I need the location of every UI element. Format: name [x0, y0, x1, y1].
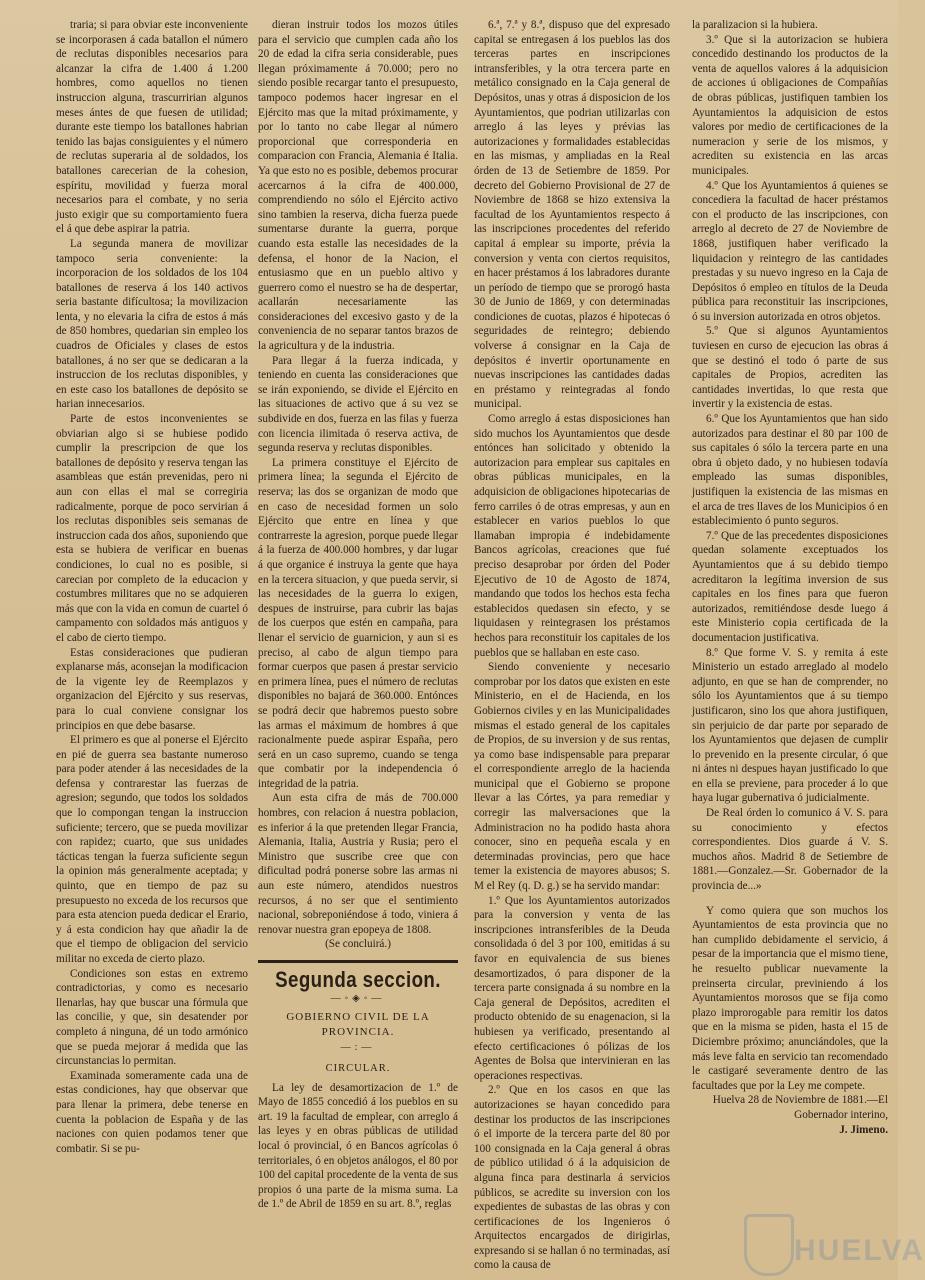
column-2 [258, 18, 458, 1238]
paragraph: Para llegar á la fuerza indicada, y teniendo en cuenta las consideraciones que se irán exponiendo, se divide el Ejército en las situaciones de activo que á su vez se subdivide en dos, fuerza en las filas y fuerza con licencia ilimitada ó reserva activa, de segunda reserva y reclutas disponibles. [258, 354, 458, 455]
to-be-continued-note: (Se concluirá.) [325, 938, 391, 951]
paragraph: 5.º Que si algunos Ayuntamientos tuviesen en curso de ejecucion las obras á que se destinó el todo ó parte de sus capitales de Propios, acrediten las cantidades invertidas, lo que resta que invertir y la existencia de estas. [692, 325, 888, 411]
paragraph: 7.º Que de las precedentes disposiciones quedan solamente exceptuados los Ayuntamientos que á su debido tiempo acreditaron la legítima inversion de sus capitales en los fines para que fueron autorizados, remitiéndose desde luego á este Ministerio copia certificada de la documentacion justificativa. [692, 529, 888, 644]
paragraph: 8.º Que forme V. S. y remita á este Ministerio un estado arreglado al modelo adjunto, en que se han de comprender, no sólo los Ayuntamientos que á su tiempo justificaron, sino los que ahora justifiquen, sin perjuicio de dar parte por separado de los Ayuntamientos que dejasen de cumplir lo prevenido en la presente circular, ó que ni ántes ni despues hayan justificado lo que en ella se previene, para proceder á lo que haya lugar gubernativa ó judicialmente. [692, 646, 888, 805]
paragraph: La primera constituye el Ejército de primera línea; la segunda el Ejército de reserva; las dos se organizan de modo que en caso de necesidad formen un solo Ejército que entre en línea y que contrarreste la agresion, porque puede llegar á la fuerza de 400.000 hombres, y dar lugar á que organice é instruya la gente que haya en la tercera situacion, y que pueda servir, si las necesidades de la guerra lo exigen, despues de instruirse, para cubrir las bajas de los cuerpos que estén en campaña, para llenar el servicio de guarnicion, y aun si es preciso, al cabo de algun tiempo para formar cuerpos que pasen á prestar servicio en primera línea, pues el número de reclutas disponibles no bajará de 360.000. Entónces se podrá decir que habremos puesto sobre las armas el máximum de hombres á que racionalmente puede aspirar España, pero será en un caso supremo, cuando se tenga que combatir por la independencia ó integridad de la patria. [258, 456, 458, 790]
paragraph: Estas consideraciones que pudieran explanarse más, aconsejan la modificacion de la vigente ley de Reemplazos y organizacion del Ejército y sus reservas, para lo cual conviene consignar los principios en que debe basarse. [56, 646, 248, 732]
watermark-shield-icon [744, 1214, 794, 1276]
paragraph: la paralizacion si la hubiera. [692, 19, 818, 31]
paragraph: 6.ª, 7.ª y 8.ª, dispuso que del expresado capital se entregasen á los pueblos las dos terceras partes en inscripciones intransferibles, y la otra tercera parte en metálico consignado en la Caja general de Depósitos, unas y otras á disposicion de los Ayuntamientos, que podrian utilizarlas con arreglo á las leyes y prévias las autorizaciones y formalidades establecidas en las mismas, y ampliadas en la Real órden de 13 de Setiembre de 1859. Por decreto del Gobierno Provisional de 27 de Noviembre de 1868 se hizo extensiva la facultad de los Ayuntamientos respecto á las inscripciones procedentes del referido capital á emplear su importe, prévia la conversion y venta con ciertos requisitos, en hacer préstamos á los labradores durante un período de tiempo que se prorogó hasta 30 de Junio de 1869, y con determinadas condiciones de cuotas, plazos é hipotecas ó seguridades de reintegro; debiendo volverse á consignar en la Caja de depósitos é invertir oportunamente en nuevas inscripciones las cantidades dadas en préstamo y reintegradas al fondo municipal. [474, 19, 670, 411]
column-1 [56, 18, 248, 1258]
paragraph: La segunda manera de movilizar tampoco seria conveniente: la incorporacion de los soldados de los 104 batallones de reserva á los 140 activos seria bastante difícultosa; la movilizacion lenta, y no elevaria la cifra de estos á más de 850 hombres, quedarian sin empleo los cuadros de Oficiales y clases de estos batallones, á no ser que se dedicaran a la instruccion de los reclutas disponibles, y en este caso los batallones de depósito se harian innecesarios. [56, 237, 248, 411]
paragraph: Y como quiera que son muchos los Ayuntamientos de esta provincia que no han cumplido debidamente el servicio, á pesar de la importancia que el mismo tiene, he resuelto publicar nuevamente la preinserta circular, previniendo á los Ayuntamientos morosos que se fija como plazo improrogable para remitir los datos que en la misma se piden, hasta el 15 de Diciembre próximo; anunciándoles, que la más leve falta en servicio tan recomendado le castigaré severamente dentro de las facultades que por la Ley me compete. [692, 904, 888, 1092]
paragraph: 4.º Que los Ayuntamientos á quienes se concediera la facultad de hacer préstamos con el producto de las inscripciones, con arreglo al decreto de 27 de Noviembre de 1868, justifiquen haber verificado la liquidacion y reintegro de las cantidades prestadas y su nuevo ingreso en la Caja de Depósitos ó empleo en títulos de la Deuda pública para reconstituir las inscripciones, ó su inversion autorizada en otros objetos. [692, 179, 888, 323]
section-divider [258, 960, 458, 963]
watermark-text: HUELVA [794, 1234, 925, 1267]
column-4 [692, 18, 888, 1238]
paragraph: El primero es que al ponerse el Ejército en pié de guerra sea bastante numeroso para poder atender á las necesidades de la defensa y contrarestar las fuerzas de agresion; segundo, que todos los soldados que lo compongan tengan la instruccion suficiente; tercero, que se pueda movilizar con rapidez; cuarto, que sus unidades tácticas tengan la fuerza suficiente segun la opinion más generalmente aceptada; y quinto, que en tiempo de paz su presupuesto no exceda de los recursos que para esta atencion pueda dedicar el Erario, y á esta condicion hay que añadir la de que el tiempo de obligacion del servicio militar no exceda de cierto plazo. [56, 734, 248, 965]
paragraph: 6.º Que los Ayuntamientos que han sido autorizados para destinar el 80 par 100 de sus capitales ó sólo la tercera parte en una obra ú objeto dado, y no hubiesen todavía empleado las sumas disponibles, justifiquen la existencia de las mismas en el arca de tres llaves de los Municipios ó en establecimiento ó punto seguros. [692, 413, 888, 528]
paragraph: Como arreglo á estas disposiciones han sido muchos los Ayuntamientos que desde entónces han solicitado y obtenido la autorizacion para emplear sus capitales en obras públicas municipales, en la adquisicion de obligaciones hipotecarias de ferro carriles ó de otras empresas, y aun en establecer en varios pueblos lo que llamaban impropia é indebidamente Bancos agrícolas, creaciones que fué preciso desaprobar por órden del Poder Ejecutivo de 10 de Agosto de 1874, mandando que todos los hechos esta fecha establecidos quedasen sin efecto, y se liquidasen y reintegrasen los préstamos hechos para reconstituir los capitales de los pueblos que se hallaban en este caso. [474, 413, 670, 659]
subtitle-divider: —:— [340, 1042, 376, 1054]
paragraph: traria; si para obviar este inconveniente se incorporasen á cada batallon el número de reclutas disponibles necesarios para alcanzar la cifra de 1.400 á 1.200 hombres, como aquellos no tienen instruccion alguna, trascurririan algunos meses ántes de que fuesen de utilidad; durante este tiempo los batallones habrian tenido las bajas consiguientes y el número de reclutas superaria al de soldados, los batallones carecerian de la cohesion, espíritu, movilidad y fuerza moral necesarios para el combate, y no seria justo exigir que su comportamiento fuera el á que debe aspirar la patria. [56, 19, 248, 236]
circular-heading: CIRCULAR. [325, 1062, 391, 1074]
paragraph: De Real órden lo comunico á V. S. para su conocimiento y efectos correspondientes. Dios guarde á V. S. muchos años. Madrid 8 de Setiembre de 1881.—Gonzalez.—Sr. Gobernador de la provincia de...» [692, 807, 888, 893]
paragraph: Aun esta cifra de más de 700.000 hombres, con relacion á nuestra poblacion, es inferior á la que pretenden llegar Francia, Alemania, Italia, Austria y Rusia; pero el Ministro que suscribe cree que con dificultad podrá ponerse sobre las armas ni aun este número, atendidos nuestros recursos, á no ser que el sentimiento nacional, sobreponiéndose á todo, viniera á renovar nuestra gran epopeya de 1808. [258, 792, 458, 936]
paragraph: La ley de desamortizacion de 1.º de Mayo de 1855 concedió á los pueblos en su art. 19 la facultad de emplear, con arreglo á las leyes y en obras públicas de utilidad local ó provincial, ó en Bancos agrícolas ó territoriales, ó en objetos análogos, el 80 por 100 del capital procedente de la venta de sus propios ó una parte de la misma suma. La de 1.º de Abril de 1859 en su art. 8.º, reglas [258, 1081, 458, 1211]
signature-name: J. Jimeno. [839, 1123, 888, 1136]
paragraph: 3.º Que si la autorizacion se hubiera concedido destinando los productos de la venta de aquellos valores á la adquisicion de acciones ú obligaciones de Compañías de obras públicas, justifiquen tambien los Ayuntamientos la adquisicion de estos valores por medio de certificaciones de la numeracion y serie de los mismos, y acrediten su existencia en las arcas municipales. [692, 33, 888, 177]
column-3 [474, 18, 670, 1272]
section-subtitle: GOBIERNO CIVIL DE LA PROVINCIA. [286, 1011, 430, 1038]
paragraph: 2.º Que en los casos en que las autorizaciones se hayan concedido para destinar los productos de las inscripciones ó el importe de la tercera parte del 80 por 100 consignada en la Caja general á obras de público utilidad ó á la adquisicion de alguna finca para destinarla á servicios públicos, se acredite su inversion con los expedientes de subastas de las obras y con certificaciones de los Ingenieros ó Arquitectos encargados de dirigirlas, expresando si se hallan ó no terminadas, así como la causa de [474, 1084, 670, 1272]
paragraph: Examinada someramente cada una de estas condiciones, hay que observar que para llenar la primera, debe tenerse en cuenta la poblacion de España y de las naciones con quien podamos tener que combatir. Si se pu- [56, 1069, 248, 1155]
paragraph: Siendo conveniente y necesario comprobar por los datos que existen en este Ministerio, en el de Hacienda, en los Gobiernos civiles y en las Municipalidades mismas el estado general de los capitales de Propios, de su inversion y de sus rentas, ya como base indispensable para preparar el correspondiente arreglo de la hacienda municipal que el Gobierno se propone llevar a las Córtes, ya para remediar y corregir las malversaciones que la Administracion no ha podido hasta ahora conocer, sino en pequeña escala y en determinadas provincias, pero que hace temer la existencia de mayores abusos; S. M el Rey (q. D. g.) se ha servido mandar: [474, 661, 670, 893]
paragraph: 1.º Que los Ayuntamientos autorizados para la conversion y venta de las inscripciones intransferibles de la Deuda consolidada ó del 3 por 100, emitidas á su favor en equivalencia de sus bienes desamortizados, ó para disponer de la tercera parte consignada á su nombre en la Caja general de Depósitos, acrediten el producto obtenido de su enagenacion, si la hubiesen ya verificado, presentando al efecto certificaciones ó pólizas de los Agentes de Bolsa que intervinieran en las operaciones respectivas. [474, 894, 670, 1082]
closing-date: Huelva 28 de Noviembre de 1881.—El Gobernador interino, [712, 1094, 888, 1121]
section-title: Segunda seccion. [275, 967, 441, 992]
section-ornament: —◦◈◦— [330, 992, 386, 1004]
paragraph: Parte de estos inconvenientes se obviarian algo si se hubiese podido cumplir la prescripcion de que los batallones de depósito y reserva tengan las asambleas que están prevenidas, pero ni aun con ellas el mal se corregiria radicalmente, porque de poco servirian á los reclutas disponibles seis semanas de instruccion cada dos años, suponiendo que esta se hubiera de verificar en buenas condiciones, lo cual no es posible, si carecian por completo de la educacion y costumbres militares que no se adquieren más que con la vida en comun de cuartel ó campamento con soldados más antiguos y el cabo de cierto tiempo. [56, 413, 248, 644]
paragraph: Condiciones son estas en extremo contradictorias, y como es necesario llenarlas, hay que buscar una fórmula que las concilie, y que, sin desatender por completo á ninguna, dé un todo armónico que se pueda mejorar á medida que las circunstancias lo permitan. [56, 967, 248, 1068]
paragraph: dieran instruir todos los mozos útiles para el servicio que cumplen cada año los 20 de edad la cifra seria considerable, pues llegan próximamente á 70.000; pero no siendo posible recargar tanto el presupuesto, tampoco podemos hacer ingresar en el Ejército mas que la mitad próximamente, y por lo tanto no cabe llegar al número proporcional que corresponderia en comparacion con Francia, Alemania é Italia. Ya que esto no es posible, debemos procurar acercarnos á la cifra de 400.000, comprendiendo no sólo el Ejército activo sino tambien la reserva, dicha fuerza puede sumentarse durante la guerra, porque cuando esta estalle las necesidades de la defensa, el honor de la Nacion, el entusiasmo que en un pueblo altivo y guerrero como el nuestro se ha de despertar, acallarán necesariamente las consideraciones del excesivo gasto y de la conveniencia de no separar tantos brazos de la agricultura y de la industria. [258, 19, 458, 353]
archive-watermark [744, 1210, 925, 1274]
